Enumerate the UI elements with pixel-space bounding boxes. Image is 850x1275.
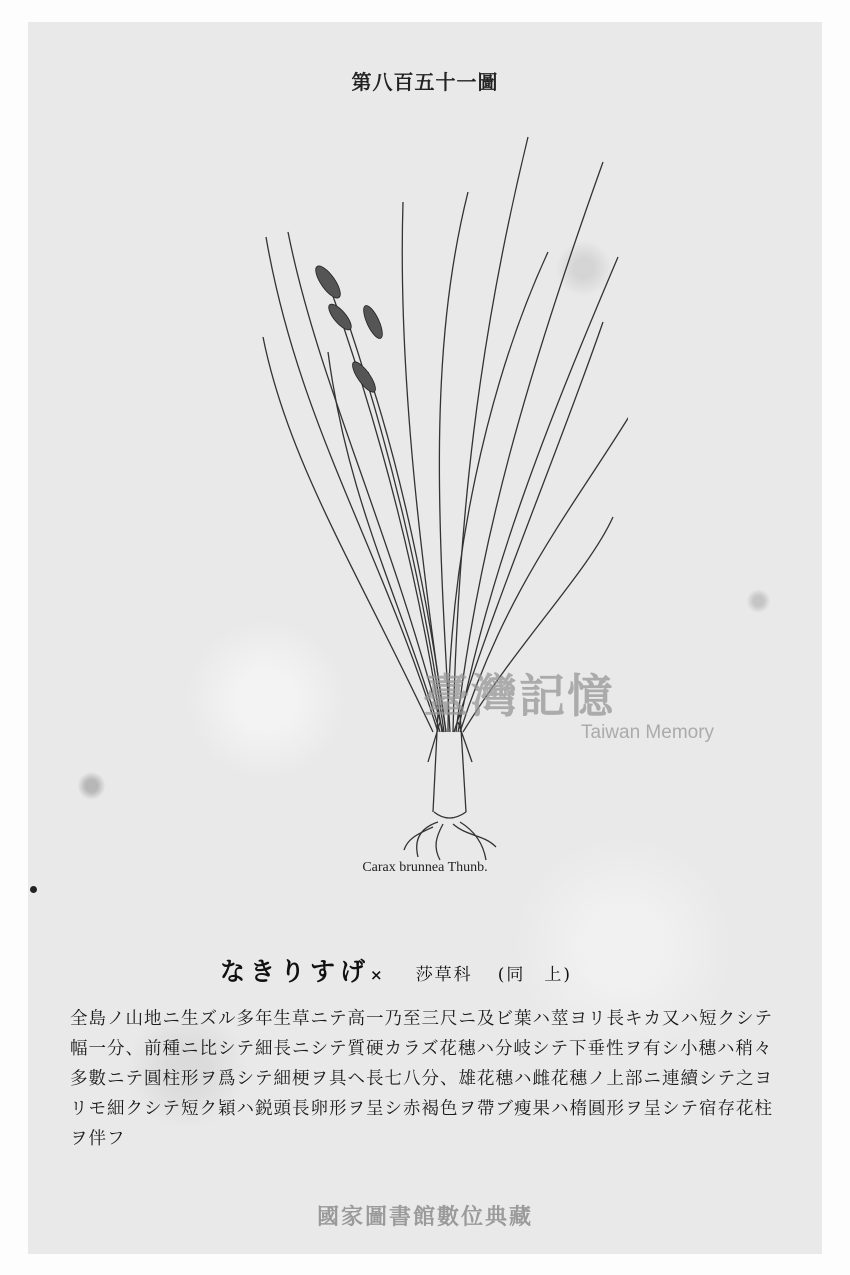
watermark <box>423 660 723 750</box>
description-line: 幅一分、前種ニ比シテ細長ニシテ質硬カラズ花穗ハ分岐シテ下垂性ヲ有シ小穗ハ稍々 <box>70 1039 773 1059</box>
watermark-cjk: 臺灣記憶 <box>423 669 615 723</box>
description-line: 全島ノ山地ニ生ズル多年生草ニテ高一乃至三尺ニ及ビ葉ハ莖ヨリ長キカ又ハ短クシテ <box>70 1009 773 1029</box>
species-mark: × <box>370 966 383 984</box>
scan-mark <box>30 886 37 893</box>
figure-caption: Carax brunnea Thunb. <box>362 860 488 875</box>
description-line: ヲ伴フ <box>70 1129 126 1149</box>
book-page <box>28 22 822 1254</box>
watermark-en: Taiwan Memory <box>581 722 715 743</box>
description-line: 多數ニテ圓柱形ヲ爲シテ細梗ヲ具ヘ長七八分、雄花穗ハ雌花穗ノ上部ニ連續シテ之ヨ <box>70 1069 773 1089</box>
family-name: 莎草科 <box>415 965 473 985</box>
plate-title: 第八百五十一圖 <box>351 70 499 94</box>
same-as-note: (同 上) <box>497 965 573 985</box>
species-name: なきりすげ <box>220 957 371 986</box>
description-line: リモ細クシテ短ク穎ハ鋭頭長卵形ヲ呈シ赤褐色ヲ帶ブ瘦果ハ楕圓形ヲ呈シテ宿存花柱 <box>70 1099 773 1119</box>
species-heading <box>220 952 780 988</box>
description-text <box>70 1004 790 1154</box>
plant-illustration <box>228 122 628 862</box>
library-stamp: 國家圖書館數位典藏 <box>316 1204 533 1230</box>
